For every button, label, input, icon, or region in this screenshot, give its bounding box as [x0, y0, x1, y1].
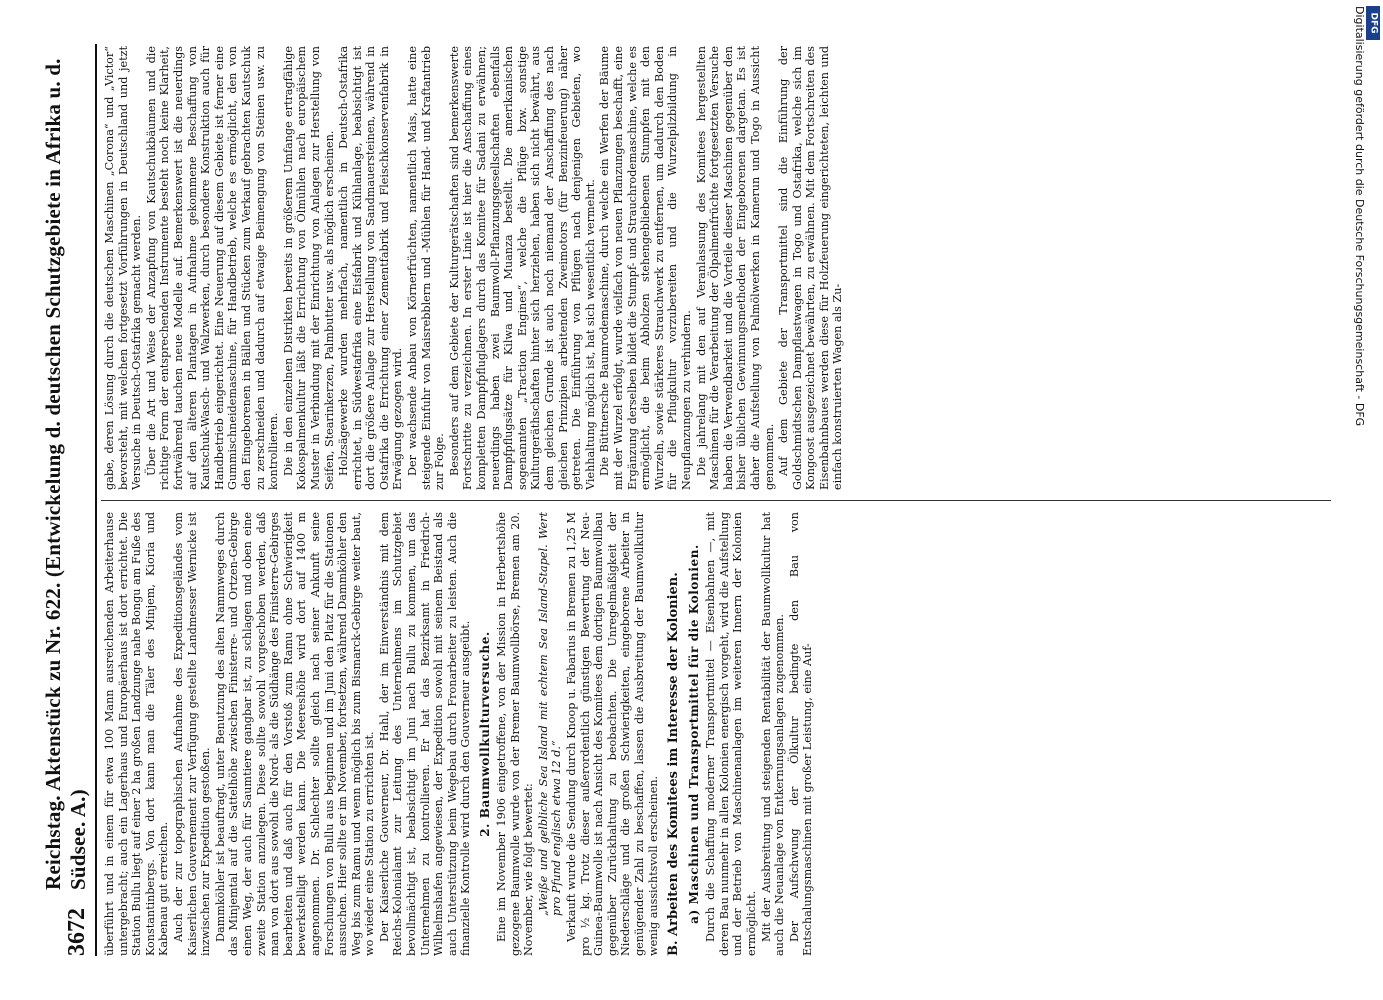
paragraph: Der Kaiserliche Gouverneur, Dr. Hahl, der im Einverständnis mit dem Reichs-Kolonialamt zur Leitung des Unternehmens im Schutzgebiet bevollmächtigt ist, beabsichtigt im Juni nach Bullu zu kommen, um das Unternehmen zu kontrollieren. Er hat das Bezirksamt in Friedrich-Wilhelmshafen angewiesen, der Expedition sowohl mit seinem Beistand als auch Unterstützung beim Wegebau durch Fronarbeiter zu leisten. Auch die finanzielle Kontrolle wird durch den Gouverneur ausgeübt. [377, 512, 473, 956]
paragraph: Die jahrelang mit den auf Veranlassung des Komitees hergestellten Maschinen für die Verarbeitung der Ölpalmenfrüchte fortgesetzten Versuche haben die Verwendbarkeit und die Vorteile dieser Maschinen gegenüber den bisher üblichen Gewinnungsmethoden der Eingeborenen dargetan. Es ist daher die Aufstellung von Palmölwerken in Kamerun und Togo in Aussicht genommen. [694, 46, 776, 490]
running-title: Reichstag. Aktenstück zu Nr. 622. (Entwickelung d. deutschen Schutzgebiete in Afrika u. d. Südsee. A.) [41, 58, 90, 890]
document-page [41, 30, 1341, 970]
paragraph: überführt und in einem für etwa 100 Mann ausreichenden Arbeiterhause untergebracht; auch ein Lagerhaus und Europäerhaus ist dort errichtet. Die Station Bullu liegt auf einer 2 ha großen Landzunge nahe Bongu am Fuße des Konstantinbergs. Von dort kann man die Täler des Minjem, Kioria und Kabenau gut erreichen. [103, 512, 171, 956]
paragraph: Verkauft wurde die Sendung durch Knoop u. Fabarius in Bremen zu 1,25 M pro ½ kg. Trotz dieser außerordentlich günstigen Bewertung der Neu-Guinea-Baumwolle ist nach Ansicht des Komitees dem dortigen Baumwollbau gegenüber Zurückhaltung zu beobachten. Die Unregelmäßigkeit der Niederschläge und die großen Schwierigkeiten, eingeborene Arbeiter in genügender Zahl zu beschaffen, lassen die Ausbreitung der Baumwollkultur wenig aussichtsvoll erscheinen. [565, 512, 660, 956]
section-heading-cotton: 2. Baumwollkulturversuche. [478, 631, 493, 837]
paragraph: Die in den einzelnen Distrikten bereits in größerem Umfange ertragfähige Kokospalmenkultur läßt die Errichtung von Ölmühlen nach europäischem Muster in Verbindung mit der Einrichtung von Anlagen zur Herstellung von Seifen, Stearinkerzen, Palmbutter usw. als möglich erscheinen. [281, 46, 336, 490]
paragraph: Durch die Schaffung moderner Transportmittel — Eisenbahnen —, mit deren Bau nunmehr in allen Kolonien energisch vorgeht, wird die Aufstellung und der Betrieb von Maschinenanlagen im weiteren Innern der Kolonien ermöglicht. [704, 512, 758, 956]
digitization-note [1352, 6, 1368, 996]
paragraph: Der wachsende Anbau von Körnerfrüchten, namentlich Mais, hatte eine steigende Einfuhr von Maisrebblern und -Mühlen für Hand- und Kraftantrieb zur Folge. [406, 46, 447, 490]
column-divider [101, 500, 1331, 501]
quotation: „Weiße und gelbliche Sea Island mit echtem Sea Island-Stapel. Wert pro Pfund englisch etwa 12 d.“ [536, 512, 564, 916]
paragraph: Über die Art und Weise der Anzapfung von Kautschukbäumen und die richtige Form der entsprechenden Instrumente besteht noch keine Klarheit, fortwährend tauchen neue Modelle auf. Bemerkenswert ist die neuerdings auf den älteren Plantagen in Aufnahme gekommene Beschaffung von Kautschuk-Wasch- und Walzwerken, durch besondere Konstruktion auch für Handbetrieb eingerichtet. Eine Neuerung auf diesem Gebiete ist ferner eine Gummischneidemaschine, für Handbetrieb, welche es ermöglicht, den von den Eingeborenen in Bällen und Stücken zum Verkauf gebrachten Kautschuk zu zerschneiden und dadurch auf etwaige Beimengung von Steinen usw. zu kontrollieren. [144, 46, 281, 490]
subsection-heading-machines: a) Maschinen und Transportmittel für die Kolonien. [687, 544, 702, 924]
paragraph: Eine im November 1906 eingetroffene, von der Mission in Herbertshöhe gezogene Baumwolle wurde von der Bremer Baumwollbörse, Bremen am 20. November, wie folgt bewertet: [495, 512, 536, 956]
paragraph: gabe, deren Lösung durch die deutschen Maschinen „Corona“ und „Victor“ bevorsteht, mit welchen fortgesetzt Vorführungen in Deutschland und jetzt Versuche in Deutsch-Ostafrika gemacht werden. [103, 46, 144, 490]
paragraph: Holzsägewerke wurden mehrfach, namentlich in Deutsch-Ostafrika errichtet, in Südwestafrika eine Eisfabrik und Kühlanlage, beabsichtigt ist dort die größere Anlage zur Herstellung von Sandmauersteinen, während in Ostafrika die Errichtung einer Zementfabrik und Fleischkonservenfabrik in Erwägung gezogen wird. [337, 46, 405, 490]
paragraph: Die Büttnersche Baumrodemaschine, durch welche ein Werfen der Bäume mit der Wurzel erfolgt, wurde vielfach von neuen Pflanzungen beschafft, eine Ergänzung derselben bildet die Stumpf- und Strauchrodemaschine, welche es ermöglicht, die beim Abholzen stehengebliebenen Stumpfen mit den Wurzeln, sowie stärkeres Strauchwerk zu entfernen, um dadurch den Boden für die Pflugkultur vorzubereiten und die Wurzelpilzbildung in Neupflanzungen zu verhindern. [598, 46, 693, 490]
paragraph: Dammköhler ist beauftragt, unter Benutzung des alten Nammweges durch das Minjemtal auf die Sattelhöhe zwischen Finisterre- und Ortzen-Gebirge einen Weg, der auch für Saumtiere gangbar ist, zu schlagen und oben eine zweite Station anzulegen. Diese sollte sowohl vorgeschoben werden, daß man von dort aus sowohl die Nord- als die Südhänge des Finisterre-Gebirges bearbeiten und daß auch für den Vorstoß zum Ramu ohne Schwierigkeit bewerkstelligt werden kann. Die Meereshöhe wird dort auf 1400 m angenommen. Dr. Schlechter sollte gleich nach seiner Ankunft seine Forschungen von Bullu aus beginnen und im Juni den Platz für die Stationen aussuchen. Hier sollte er im November, fortsetzen, während Dammköhler den Weg bis zum Ramu und wenn möglich bis zum Bismarck-Gebirge weiter baut, wo wieder eine Station zu errichten ist. [213, 512, 377, 956]
digitization-note-text: Digitalisierung gefördert durch die Deutsche Forschungsgemeinschaft - DFG [1353, 6, 1366, 427]
dfg-logo-text: DFG [1368, 12, 1379, 34]
left-column [103, 512, 1333, 956]
paragraph: Mit der Ausbreitung und steigenden Rentabilität der Baumwollkultur hat auch die Neuanlage von Entkernungsanlagen zugenommen. [759, 512, 787, 956]
dfg-logo [1366, 6, 1380, 40]
page-number: 3672 [64, 908, 90, 956]
section-heading-b: B. Arbeiten des Komitees im Interesse der Kolonien. [666, 572, 682, 956]
paragraph: Auch der zur topographischen Aufnahme des Expeditionsgeländes vom Kaiserlichen Gouvernement zur Verfügung gestellte Landmesser Wernicke ist inzwischen zur Expedition gestoßen. [171, 512, 213, 956]
paragraph: Besonders auf dem Gebiete der Kulturgerätschaften sind bemerkenswerte Fortschritte zu verzeichnen. In erster Linie ist hier die Anschaffung eines kompletten Dampfpfluglagers durch das Komitee für Sadani zu erwähnen; neuerdings haben zwei Baumwoll-Pflanzungsgesellschaften ebenfalls Dampfpflugsätze für Kilwa und Muanza bestellt. Die amerikanischen sogenannten „Traction Engines“, welche die Pflüge bzw. sonstige Kulturgeräthschaften hinter sich herziehen, haben sich nicht bewährt, aus dem gleichen Grunde ist auch noch niemand der Anschaffung des nach gleichen Prinzipien arbeitenden Zweimotors (für Benzinfeuerung) näher getreten. Die Einführung von Pflügen nach denjenigen Gebieten, wo Viehhaltung möglich ist, hat sich wesentlich vermehrt. [447, 46, 597, 490]
right-column [103, 46, 1333, 490]
paragraph: Der Aufschwung der Ölkultur bedingte den Bau von Entschalungsmaschinen mit großer Leistung, eine Auf- [787, 512, 815, 956]
page-header [41, 44, 97, 956]
paragraph: Auf dem Gebiete der Transportmittel sind die Einführung der Goldschmidtschen Dampflastwagen in Togo und Ostafrika, welche sich im Kongoost ausgezeichnet bewährten, zu erwähnen. Mit dem Fortschreiten des Eisenbahnbaues werden diese für Holzfeuerung eingerichteten, leichten und einfach konstruierten Wagen als Zu- [777, 46, 845, 490]
